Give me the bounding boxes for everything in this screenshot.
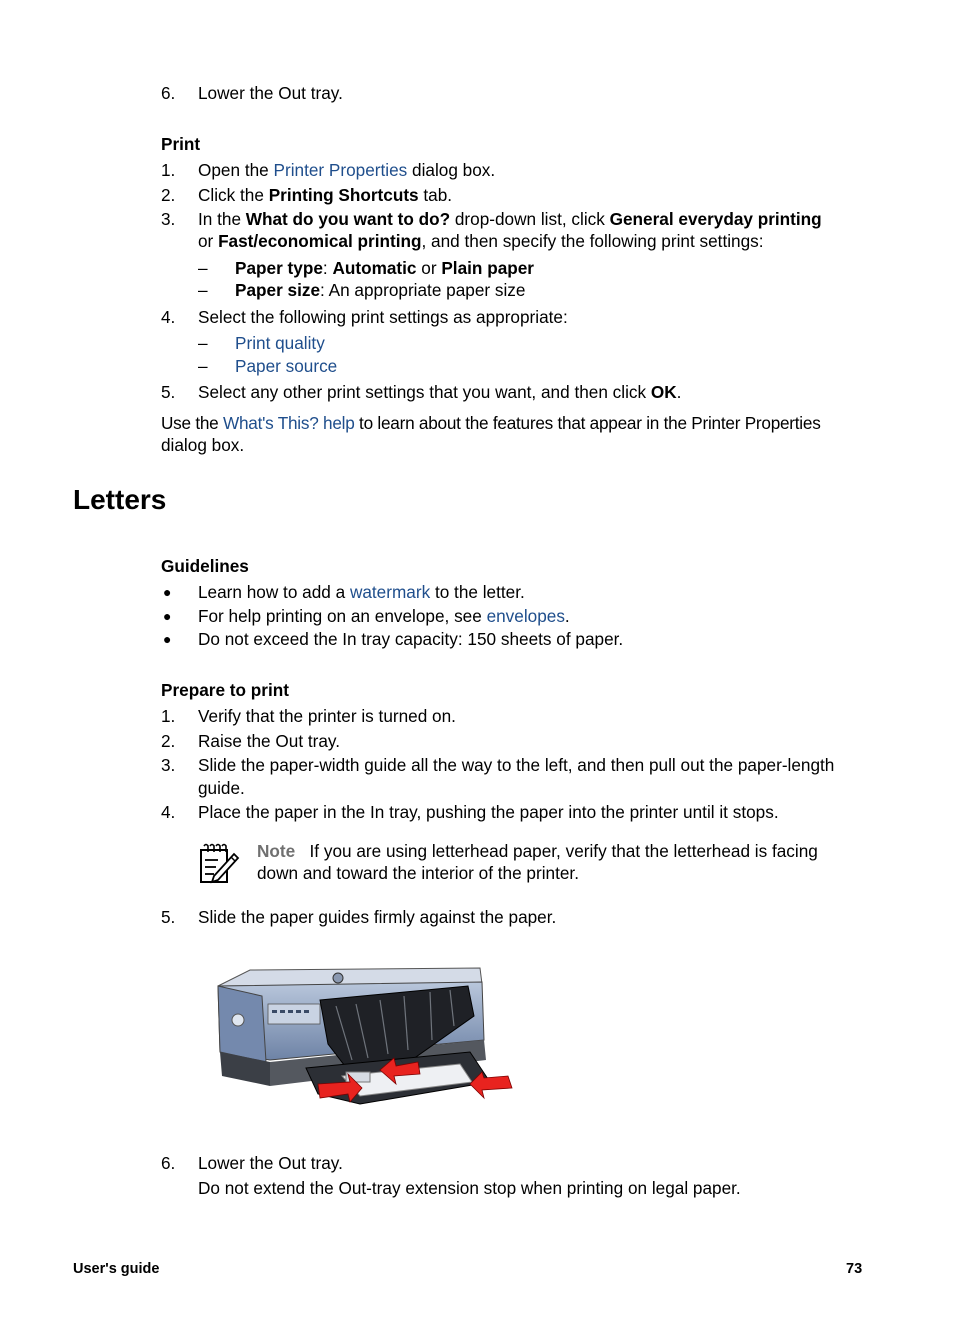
step-text: Verify that the printer is turned on. — [198, 706, 456, 726]
printer-illustration — [210, 960, 520, 1110]
step-text: Select the following print settings as appropriate: — [198, 307, 568, 327]
sub-dash: – — [198, 258, 208, 278]
step-text: Place the paper in the In tray, pushing the paper into the printer until it stops. — [198, 802, 779, 822]
step-text-continued: or Fast/economical printing, and then specify the following print settings: — [198, 231, 764, 251]
prepare-heading: Prepare to print — [161, 680, 289, 700]
step-text-continued: guide. — [198, 778, 245, 798]
step-text: Lower the Out tray. — [198, 1153, 343, 1173]
step-number: 4. — [161, 802, 176, 822]
step-text: Click the Printing Shortcuts tab. — [198, 185, 453, 205]
sub-dash: – — [198, 333, 208, 353]
footer-title: User's guide — [73, 1261, 160, 1277]
step-number: 3. — [161, 755, 176, 775]
sub-item: Paper size: An appropriate paper size — [235, 280, 526, 300]
guideline-item: Do not exceed the In tray capacity: 150 sheets of paper. — [198, 629, 624, 649]
sub-dash: – — [198, 356, 208, 376]
note-text: Note If you are using letterhead paper, verify that the letterhead is facing — [257, 841, 818, 861]
envelopes-link[interactable]: envelopes — [486, 606, 565, 626]
step-number: 3. — [161, 209, 176, 229]
bullet-icon: ● — [163, 608, 172, 624]
page-number: 73 — [846, 1261, 863, 1277]
watermark-link[interactable]: watermark — [349, 582, 431, 602]
step-text-continued: Do not extend the Out-tray extension stop when printing on legal paper. — [198, 1178, 741, 1198]
step-text: Select any other print settings that you want, and then click OK. — [198, 382, 682, 402]
step-number: 4. — [161, 307, 176, 327]
step-text: Slide the paper-width guide all the way to the left, and then pull out the paper-length — [198, 755, 835, 775]
help-paragraph: Use the What's This? help to learn about the features that appear in the Printer Properties — [161, 413, 821, 433]
letters-title: Letters — [73, 484, 167, 515]
paper-source-link[interactable]: Paper source — [235, 356, 338, 376]
step-text: In the What do you want to do? drop-down list, click General everyday printing — [198, 209, 822, 229]
step-number: 1. — [161, 160, 176, 180]
step-number: 5. — [161, 907, 176, 927]
bullet-icon: ● — [163, 584, 172, 600]
guideline-item: For help printing on an envelope, see envelopes. — [198, 606, 570, 626]
note-label: Note — [257, 841, 296, 861]
print-heading: Print — [161, 134, 201, 154]
help-paragraph-continued: dialog box. — [161, 435, 245, 455]
step-text: Open the Printer Properties dialog box. — [198, 160, 496, 180]
note-icon — [196, 842, 240, 886]
sub-dash: – — [198, 280, 208, 300]
step-number: 5. — [161, 382, 176, 402]
guidelines-heading: Guidelines — [161, 556, 249, 576]
step-number: 2. — [161, 185, 176, 205]
step-text: Slide the paper guides firmly against the paper. — [198, 907, 557, 927]
step-number: 6. — [161, 83, 176, 103]
print-quality-link[interactable]: Print quality — [235, 333, 325, 353]
step-number: 2. — [161, 731, 176, 751]
step-text: Raise the Out tray. — [198, 731, 341, 751]
sub-item: Paper type: Automatic or Plain paper — [235, 258, 534, 278]
step-number: 6. — [161, 1153, 176, 1173]
printer-properties-link[interactable]: Printer Properties — [273, 160, 408, 180]
whats-this-help-link[interactable]: What's This? help — [223, 413, 355, 433]
step-number: 1. — [161, 706, 176, 726]
step-text: Lower the Out tray. — [198, 83, 343, 103]
guideline-item: Learn how to add a watermark to the letter. — [198, 582, 525, 602]
bullet-icon: ● — [163, 631, 172, 647]
note-text-continued: down and toward the interior of the printer. — [257, 863, 579, 883]
